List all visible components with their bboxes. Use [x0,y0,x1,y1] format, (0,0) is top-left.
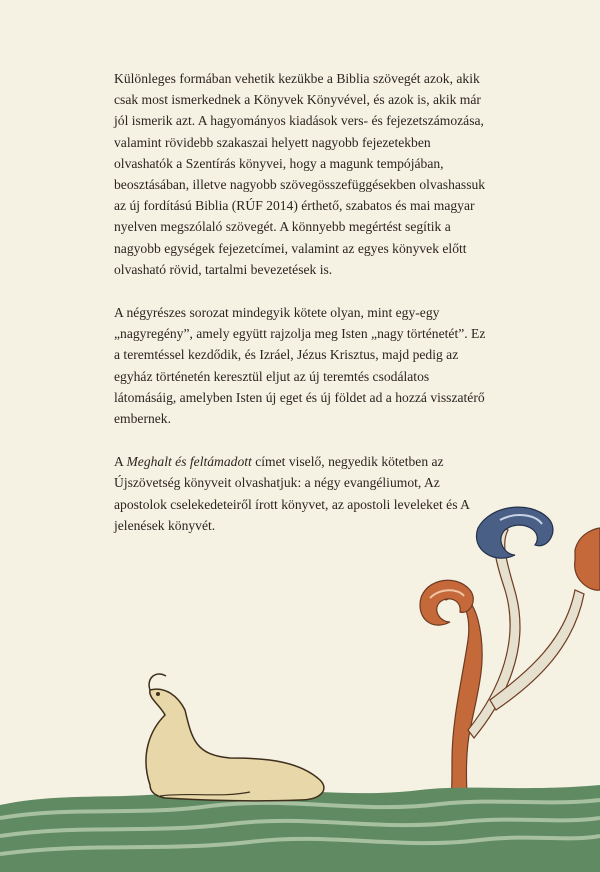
paragraph-3-rest: címet viselő, negyedik kötetben az Újszövetség könyveit olvashatjuk: a négy evangéliumot, Az apostolok cselekedeteiről írott könyvet, az apostoli leveleket és A jelenések könyvét. [114,454,470,533]
blurb-text [114,68,486,558]
book-title: Meghalt és feltámadott [126,454,252,470]
flower-blue [476,507,552,558]
paragraph-1: Különleges formában vehetik kezükbe a Biblia szövegét azok, akik csak most ismerkednek a Könyvek Könyvével, és azok is, akik már jól ismerik azt. A hagyományos kiadások vers- és fejezetszámozása, valamint rövidebb szakaszai helyett nagyobb fejezetekben olvashatók a Szentírás könyvei, hogy a magunk tempójában, beosztásában, illetve nagyobb szövegösszefüggésekben olvashassuk az új fordítású Biblia (RÚF 2014) érthető, szabatos és mai magyar nyelven megszólaló szövegét. A könnyebb megértést segítik a nagyobb egységek fejezetcímei, valamint az egyes könyvek előtt olvasható rövid, tartalmi bevezetések is. [114,71,486,277]
paragraph-2: A négyrészes sorozat mindegyik kötete olyan, mint egy-egy „nagyregény”, amely együtt rajzolja meg Isten „nagy történetét”. Ez a teremtéssel kezdődik, és Izráel, Jézus Krisztus, majd pedig az egyház történetén keresztül eljut az új teremtés csodálatos látomásáig, amelyben Isten új eget és új földet ad a hozzá visszatérő embernek. [114,305,486,427]
medieval-illustration [0,500,600,872]
flower-orange-right [575,528,600,590]
paragraph-3-lead: A [114,454,127,470]
resting-animal [146,674,324,801]
flower-orange-left [420,580,473,625]
